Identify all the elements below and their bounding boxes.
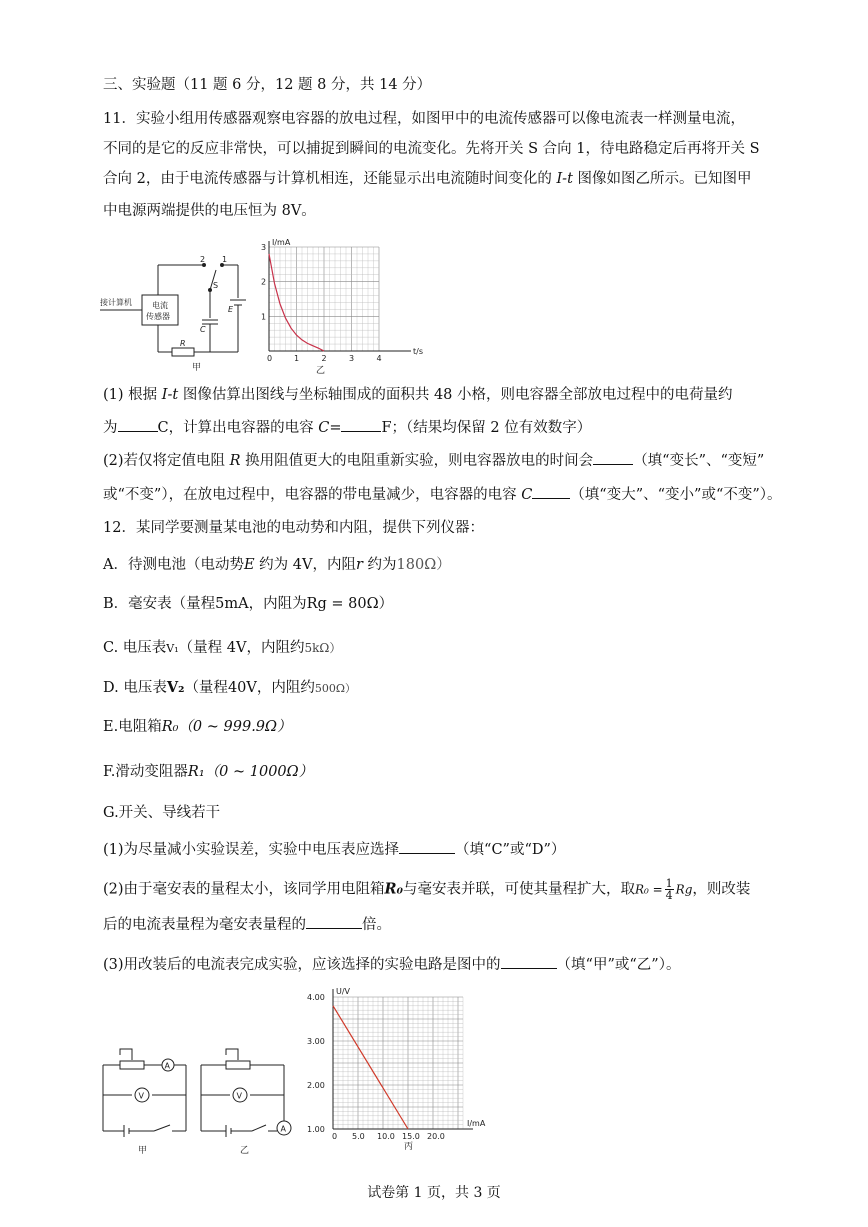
- q12-sub2-line1: (2)由于毫安表的量程太小，该同学用电阻箱R₀与毫安表并联，可使其量程扩大，取R₀ = $\frac{1}{4}$ Rg，则改装: [103, 877, 751, 902]
- capacitor-label: C: [200, 325, 206, 334]
- circuit-yi-figure: [196, 1045, 296, 1157]
- origin-label: 0: [267, 354, 273, 363]
- q12-sub2-line2: 后的电流表量程为毫安表量程的 倍。: [103, 913, 391, 935]
- y-tick-label: 1: [261, 312, 267, 322]
- answer-blank-multiple[interactable]: [306, 913, 362, 929]
- q12-option-d: D. 电压表V₂（量程40V，内阻约500Ω）: [103, 679, 356, 696]
- q11-sub1-line1: (1) 根据 I-t 图像估算出图线与坐标轴围成的面积共 48 小格，则电容器全部放电过程中的电荷量约: [103, 387, 733, 403]
- voltmeter-label: V: [138, 1091, 144, 1101]
- q12-intro: 12．某同学要测量某电池的电动势和内阻，提供下列仪器：: [103, 520, 484, 536]
- answer-blank-circuit[interactable]: [501, 953, 557, 969]
- x-tick-label: 4: [376, 354, 382, 363]
- page-footer: 试卷第 1 页，共 3 页: [367, 1185, 501, 1201]
- q12-sub3: (3)用改装后的电流表完成实验，应该选择的实验电路是图中的 （填“甲”或“乙”）。: [103, 953, 680, 975]
- x-tick-label: 0: [332, 1132, 338, 1141]
- fraction-one-quarter: $\frac{1}{4}$: [665, 877, 673, 902]
- u-i-chart: [305, 985, 505, 1153]
- x-tick-label: 10.0: [377, 1132, 395, 1141]
- answer-blank-capacitance-change[interactable]: [532, 483, 570, 499]
- figure-caption-bing: 丙: [404, 1142, 414, 1152]
- circuit-yi-caption: 乙: [240, 1146, 250, 1156]
- ammeter-label: A: [280, 1124, 286, 1134]
- q12-option-c: C. 电压表V₁（量程 4V，内阻约5kΩ）: [103, 640, 342, 656]
- capacitor-circuit-figure: [100, 250, 250, 375]
- q11-line1: 11．实验小组用传感器观察电容器的放电过程，如图甲中的电流传感器可以像电流表一样测量电流，: [103, 111, 745, 127]
- y-tick-label: 4.00: [307, 993, 325, 1002]
- x-tick-label: 5.0: [352, 1132, 365, 1141]
- circuit-jia-figure: [98, 1045, 193, 1157]
- x-tick-label: 20.0: [427, 1132, 445, 1141]
- x-tick-label: 15.0: [402, 1132, 420, 1141]
- q12-option-b: B．毫安表（量程5mA，内阻为Rg = 80Ω）: [103, 596, 394, 612]
- answer-blank-capacitance[interactable]: [341, 416, 381, 432]
- q11-line4: 中电源两端提供的电压恒为 8V。: [103, 203, 316, 219]
- y-tick-label: 2: [261, 277, 267, 287]
- q11-sub1-line2: 为 C，计算出电容器的电容 C= F；（结果均保留 2 位有效数字）: [103, 416, 591, 438]
- q12-sub1: (1)为尽量减小实验误差，实验中电压表应选择 （填“C”或“D”）: [103, 838, 565, 860]
- q12-option-a: A．待测电池（电动势E 约为 4V，内阻r 约为180Ω）: [103, 557, 451, 573]
- q12-option-f: F.滑动变阻器R₁（0 ~ 1000Ω）: [103, 764, 314, 780]
- voltmeter-label: V: [236, 1091, 242, 1101]
- ammeter-label: A: [164, 1061, 170, 1071]
- answer-blank-time[interactable]: [593, 449, 633, 465]
- q11-line3: 合向 2，由于电流传感器与计算机相连，还能显示出电流随时间变化的 I-t 图像如图乙所示。已知图甲: [103, 171, 752, 187]
- battery-label: E: [228, 305, 234, 314]
- circuit-jia-caption: 甲: [138, 1146, 148, 1156]
- y-axis-label: I/mA: [272, 238, 291, 247]
- x-tick-label: 1: [294, 354, 300, 363]
- x-axis-label: I/mA: [467, 1119, 486, 1128]
- y-tick-label: 3.00: [307, 1037, 325, 1046]
- sensor-label-2: 传感器: [146, 312, 170, 321]
- sensor-label-1: 电流: [152, 301, 168, 310]
- x-tick-label: 2: [321, 354, 327, 363]
- y-tick-label: 1.00: [307, 1125, 325, 1134]
- figure-caption-yi: 乙: [316, 366, 326, 376]
- i-t-chart: [255, 237, 423, 377]
- switch-label: S: [213, 281, 219, 290]
- figure-caption-jia: 甲: [192, 363, 202, 373]
- q12-option-e: E.电阻箱R₀（0 ~ 999.9Ω）: [103, 719, 292, 735]
- q11-line2: 不同的是它的反应非常快，可以捕捉到瞬间的电流变化。先将开关 S 合向 1，待电路稳定后再将开关 S: [103, 141, 760, 157]
- q11-sub2-line1: (2)若仅将定值电阻 R 换用阻值更大的电阻重新实验，则电容器放电的时间会 （填“变长”、“变短”: [103, 449, 764, 471]
- switch-pos-2: 2: [200, 255, 206, 264]
- section-title: 三、实验题（11 题 6 分，12 题 8 分，共 14 分）: [103, 77, 432, 93]
- switch-pos-1: 1: [222, 255, 228, 264]
- y-tick-label: 2.00: [307, 1081, 325, 1090]
- answer-blank-voltmeter[interactable]: [399, 838, 455, 854]
- x-tick-label: 3: [349, 354, 355, 363]
- resistor-label: R: [180, 339, 186, 348]
- q12-option-g: G.开关、导线若干: [103, 805, 221, 821]
- x-axis-label: t/s: [413, 347, 423, 356]
- answer-blank-charge[interactable]: [118, 416, 158, 432]
- y-tick-label: 3: [261, 243, 267, 252]
- q11-sub2-line2: 或“不变”），在放电过程中，电容器的带电量减少，电容器的电容 C （填“变大”、“变小”或“不变”）。: [103, 483, 782, 505]
- y-axis-label: U/V: [336, 987, 351, 996]
- to-computer-label: 接计算机: [100, 298, 132, 307]
